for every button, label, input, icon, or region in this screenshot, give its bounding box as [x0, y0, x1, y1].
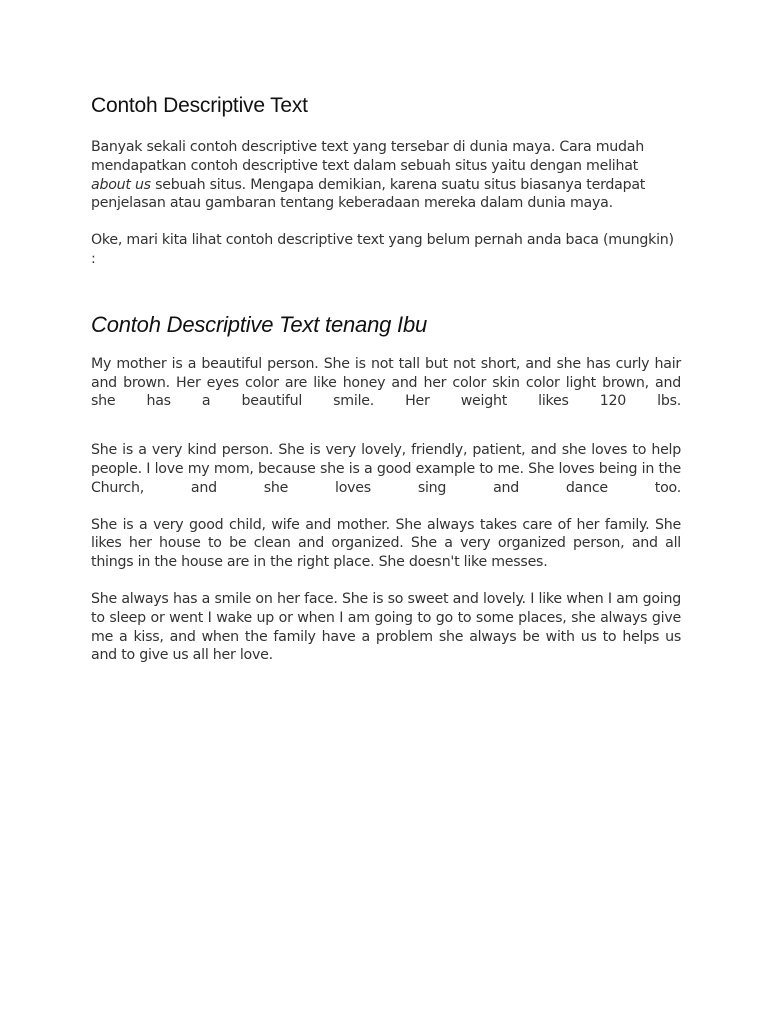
section-subtitle: Contoh Descriptive Text tenang Ibu: [91, 311, 428, 337]
intro-paragraph-2: Oke, mari kita lihat contoh descriptive text yang belum pernah anda baca (mungkin) :: [91, 232, 674, 267]
body-paragraph-4: She always has a smile on her face. She is so sweet and lovely. I like when I am going to sleep or went I wake up or when I am going to go to some places, she always give me a kiss, and when the family have a problem she always be with us to helps us and to give us all her love.: [91, 590, 681, 664]
intro-text-before: Banyak sekali contoh descriptive text yang tersebar di dunia maya. Cara mudah mendapatkan contoh descriptive text dalam sebuah situs yaitu dengan melihat: [91, 139, 644, 174]
body-paragraph-2: She is a very kind person. She is very lovely, friendly, patient, and she loves to help people. I love my mom, because she is a good example to me. She loves being in the Church, and she loves sing and dance too.: [91, 442, 681, 496]
body-paragraph-1: My mother is a beautiful person. She is not tall but not short, and she has curly hair and brown. Her eyes color are like honey and her color skin color light brown, and she has a beautiful smile. Her weight likes 120 lbs.: [91, 355, 681, 410]
intro-text-after: sebuah situs. Mengapa demikian, karena suatu situs biasanya terdapat penjelasan atau gambaran tentang keberadaan mereka dalam dunia maya.: [91, 176, 646, 212]
page-title: Contoh Descriptive Text: [91, 94, 308, 117]
intro-emphasis: about us: [91, 176, 151, 193]
document-page: [91, 92, 681, 665]
body-paragraph-3: She is a very good child, wife and mother. She always takes care of her family. She likes her house to be clean and organized. She a very organized person, and all things in the house are in the right place. She doesn't like messes.: [91, 516, 681, 571]
intro-paragraph-1: [91, 138, 681, 213]
